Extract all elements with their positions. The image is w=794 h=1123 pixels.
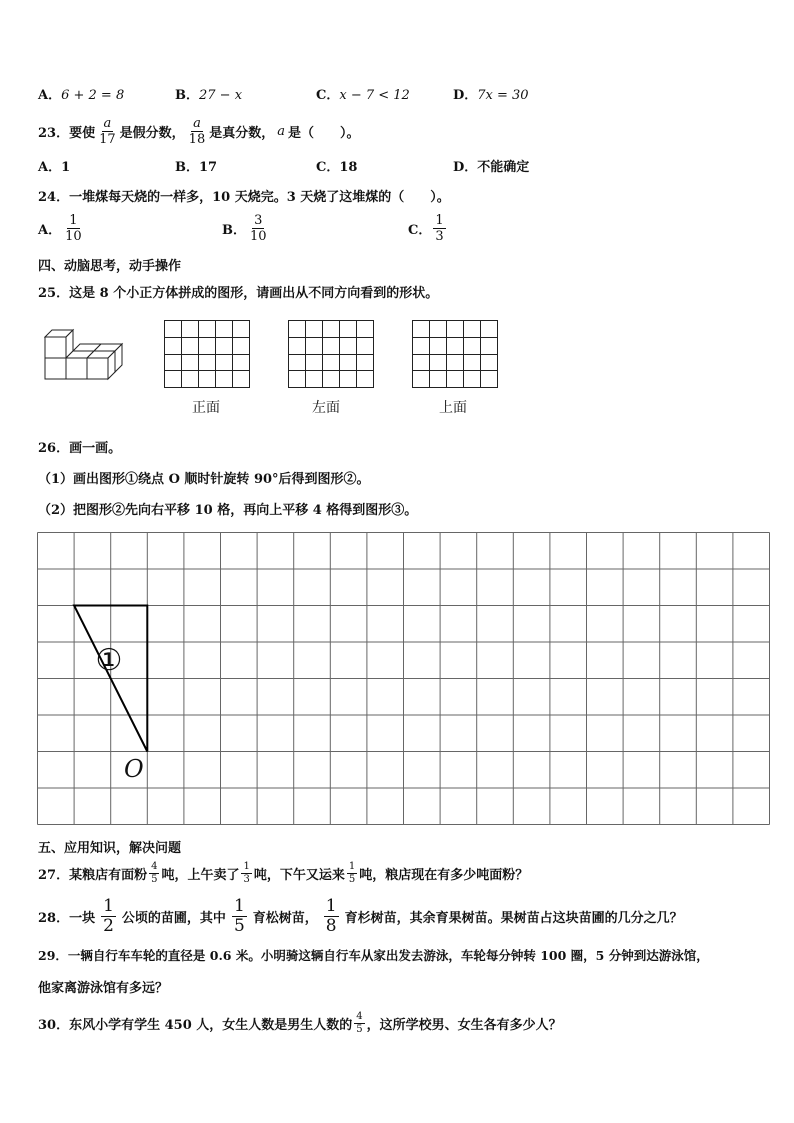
cube-figure [44, 322, 124, 382]
q22-option-a: A．6 + 2 = 8 [38, 88, 125, 103]
q26-title: 26．画一画。 [38, 441, 122, 456]
q22-option-d: D．7x = 30 [453, 88, 529, 103]
q24-option-b: B． $\frac{3}{10}$ [222, 213, 267, 244]
q26-part1: （1）画出图形①绕点 O 顺时针旋转 90°后得到图形②。 [38, 472, 370, 487]
q29-line1: 29．一辆自行车车轮的直径是 0.6 米。小明骑这辆自行车从家出发去游泳，车轮每分钟转 100 圈，5 分钟到达游泳馆， [38, 948, 709, 963]
shape-1-label: ① [95, 643, 123, 678]
grid-top-view[interactable] [412, 320, 498, 388]
section-5-heading: 五、应用知识，解决问题 [38, 841, 182, 856]
q26-part2: （2）把图形②先向右平移 10 格，再向上平移 4 格得到图形③。 [38, 503, 418, 518]
grid-left-view[interactable] [288, 320, 374, 388]
q23-question: 23． 要使 $\frac{a}{17}$ 是假分数， $\frac{a}{18}$ 是真分数， a 是（ ）。 [38, 116, 360, 147]
q22-option-b: B．27 − x [175, 88, 243, 103]
q24-question: 24．一堆煤每天烧的一样多，10 天烧完。3 天烧了这堆煤的（ ）。 [38, 190, 450, 205]
section-4-heading: 四、动脑思考，动手操作 [38, 259, 182, 274]
q27-question: 27．某粮店有面粉 $\frac{4}{5}$ 吨，上午卖了 $\frac{1}{3}$ 吨，下午又运来 $\frac{1}{5}$ 吨，粮店现在有多少吨面粉？ [38, 861, 529, 885]
q29-line2: 他家离游泳馆有多远？ [38, 981, 169, 996]
label-top: 上面 [439, 400, 467, 416]
q23-option-a: A．1 [38, 160, 71, 175]
drawing-grid[interactable] [37, 532, 770, 826]
label-front: 正面 [192, 400, 220, 416]
q22-option-c: C．x − 7 < 12 [316, 88, 410, 103]
point-o-label: O [124, 755, 144, 783]
grid-front-view[interactable] [164, 320, 250, 388]
label-left: 左面 [312, 400, 340, 416]
q23-option-b: B．17 [175, 160, 218, 175]
q23-option-c: C．18 [316, 160, 358, 175]
q28-question: 28．一块 $\frac{1}{2}$ 公顷的苗圃，其中 $\frac{1}{5}$ 育松树苗， $\frac{1}{8}$ 育杉树苗，其余育果树苗。果树苗占这块苗圃的几分之几？ [38, 896, 683, 936]
q24-option-c: C． $\frac{1}{3}$ [408, 213, 444, 244]
q23-option-d: D．不能确定 [453, 160, 530, 175]
fraction: $\frac{a}{17}$ [99, 116, 116, 147]
fraction: $\frac{a}{18}$ [188, 116, 206, 147]
q25-question: 25．这是 8 个小正方体拼成的图形，请画出从不同方向看到的形状。 [38, 286, 439, 301]
q24-option-a: A． $\frac{1}{10}$ [38, 213, 82, 244]
q30-question: 30．东风小学有学生 450 人，女生人数是男生人数的 $\frac{4}{5}$ ，这所学校男、女生各有多少人？ [38, 1011, 562, 1035]
